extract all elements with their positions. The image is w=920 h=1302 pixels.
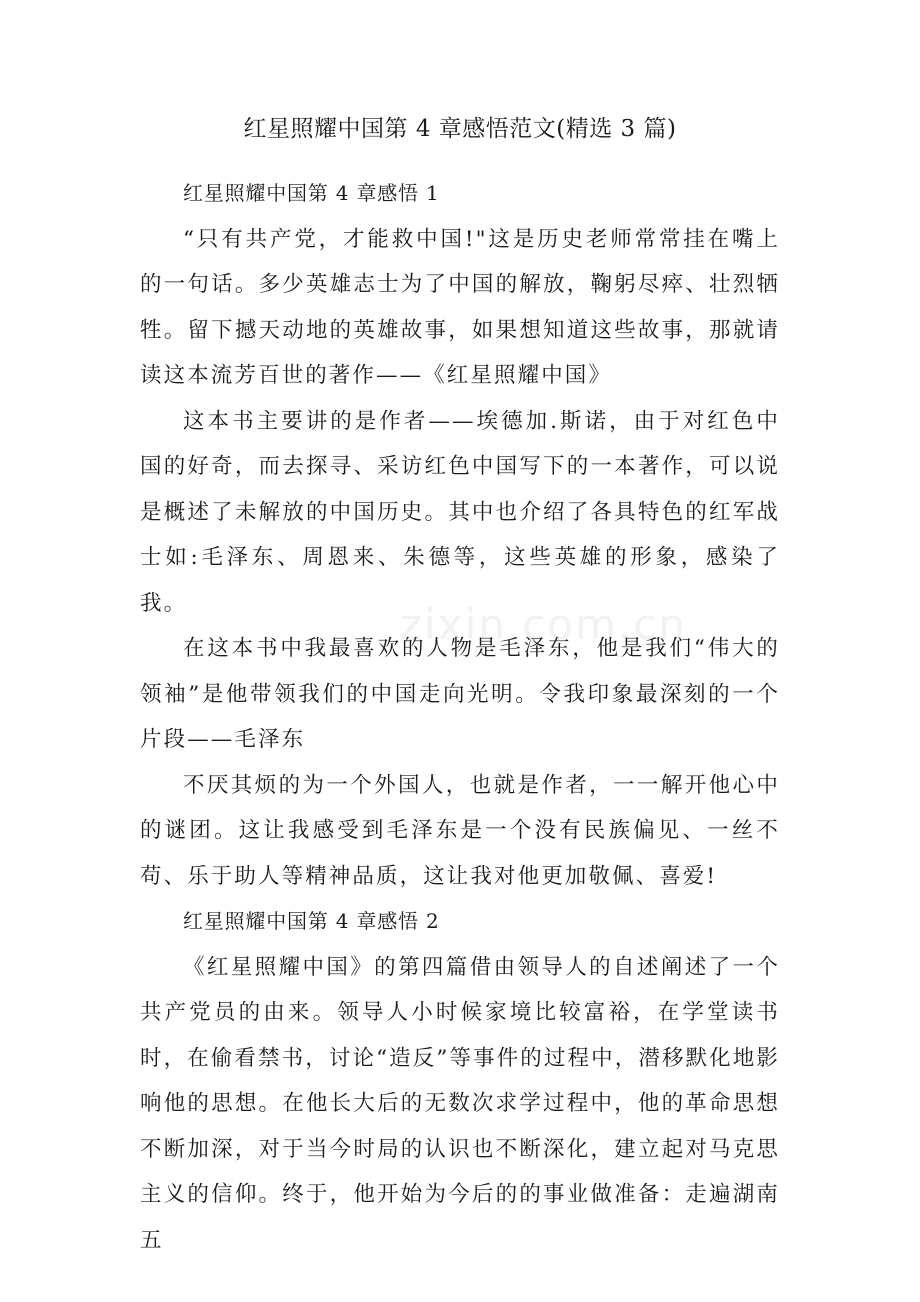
paragraph: 不厌其烦的为一个外国人，也就是作者，一一解开他心中的谜团。这让我感受到毛泽东是一个没有民族偏见、一丝不苟、乐于助人等精神品质，这让我对他更加敬佩、喜爱! (140, 772, 780, 889)
paragraph: “只有共产党，才能救中国!"这是历史老师常常挂在嘴上的一句话。多少英雄志士为了中国的解放，鞠躬尽瘁、壮烈牺牲。留下撼天动地的英雄故事，如果想知道这些故事，那就请读这本流芳百世的著作——《红星照耀中国》 (140, 226, 780, 388)
paragraph: 这本书主要讲的是作者——埃德加.斯诺，由于对红色中国的好奇，而去探寻、采访红色中国写下的一本著作，可以说是概述了未解放的中国历史。其中也介绍了各具特色的红军战士如:毛泽东、周恩来、朱德等，这些英雄的形象，感染了我。 (140, 408, 780, 616)
watermark: zixin.com.cn (400, 600, 687, 649)
section-heading: 红星照耀中国第 4 章感悟 2 (183, 909, 440, 933)
document-body (140, 171, 780, 1263)
section-heading: 红星照耀中国第 4 章感悟 1 (183, 181, 440, 205)
document-title: 红星照耀中国第 4 章感悟范文(精选 3 篇) (243, 116, 677, 142)
paragraph: 在这本书中我最喜欢的人物是毛泽东，他是我们“伟大的领袖”是他带领我们的中国走向光明。令我印象最深刻的一个片段——毛泽东 (140, 636, 780, 752)
paragraph: 《红星照耀中国》的第四篇借由领导人的自述阐述了一个共产党员的由来。领导人小时候家境比较富裕，在学堂读书时，在偷看禁书，讨论“造反”等事件的过程中，潜移默化地影响他的思想。在他长大后的无数次求学过程中，他的革命思想不断加深，对于当今时局的认识也不断深化，建立起对马克思主义的信仰。终于，他开始为今后的的事业做准备：走遍湖南五 (140, 954, 780, 1253)
